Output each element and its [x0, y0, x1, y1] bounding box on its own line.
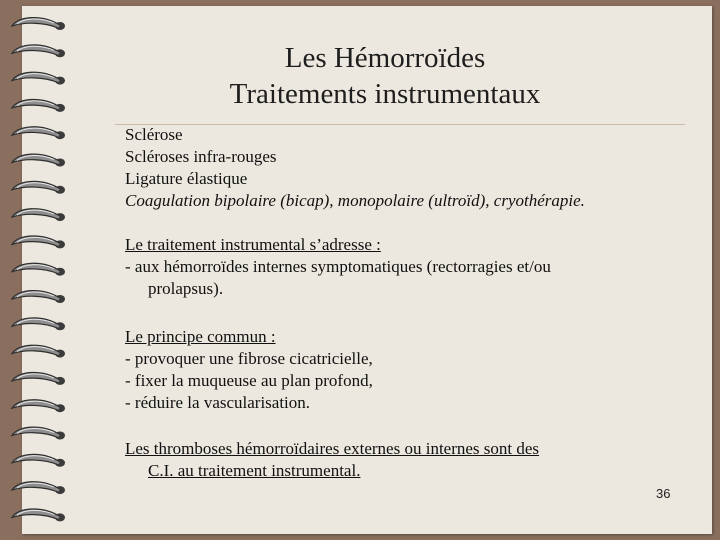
- principle-item: - fixer la muqueuse au plan profond,: [125, 371, 373, 390]
- indication-line: prolapsus).: [148, 279, 224, 298]
- title-line-2: Traitements instrumentaux: [229, 78, 541, 110]
- indication-line: - aux hémorroïdes internes symptomatiques (rectorragies et/ou: [125, 257, 551, 276]
- title-line-1: Les Hémorroïdes: [284, 42, 486, 74]
- slide-body: [125, 124, 685, 482]
- technique-item: Coagulation bipolaire (bicap), monopolaire (ultroïd), cryothérapie.: [125, 191, 585, 210]
- contraindication-line: C.I. au traitement instrumental.: [148, 461, 361, 480]
- principle-heading: Le principe commun :: [125, 327, 276, 346]
- technique-item: Sclérose: [125, 125, 183, 144]
- technique-item: Ligature élastique: [125, 169, 248, 188]
- contraindication-line: Les thromboses hémorroïdaires externes ou internes sont des: [125, 439, 540, 458]
- technique-item: Scléroses infra-rouges: [125, 147, 277, 166]
- page-number: 36: [656, 486, 671, 501]
- principle-item: - provoquer une fibrose cicatricielle,: [125, 349, 373, 368]
- principle-item: - réduire la vascularisation.: [125, 393, 311, 412]
- indication-heading: Le traitement instrumental s’adresse :: [125, 235, 381, 254]
- slide-title: [60, 40, 710, 112]
